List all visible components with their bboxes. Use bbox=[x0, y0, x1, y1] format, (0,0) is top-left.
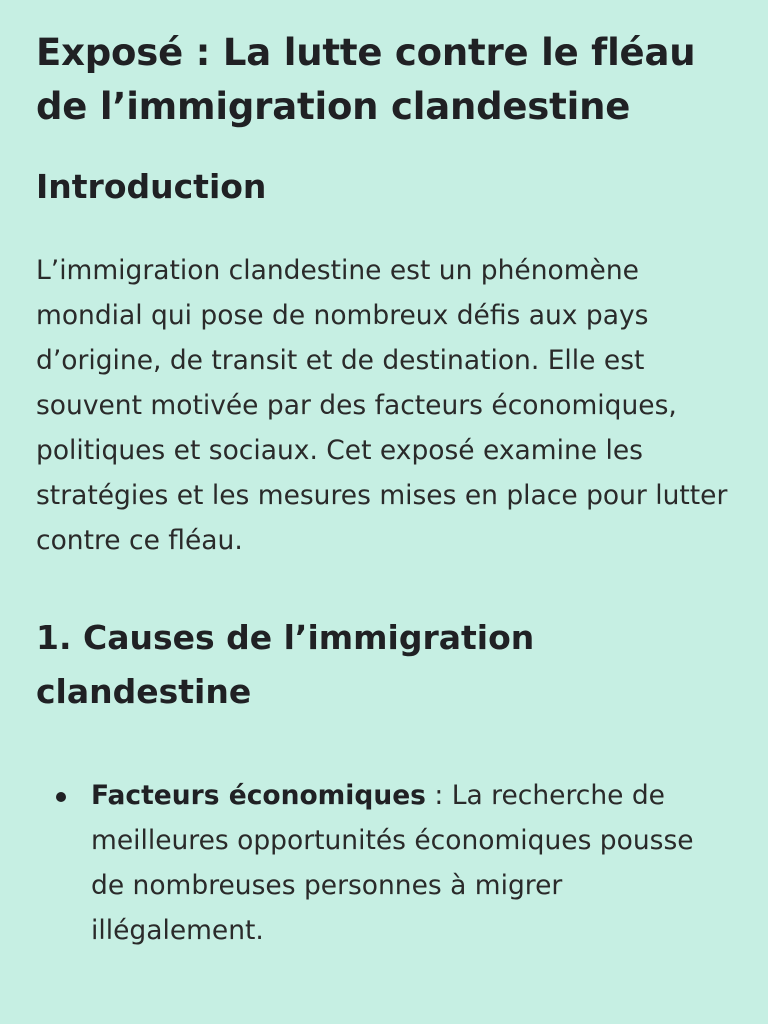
section-1-list bbox=[36, 719, 732, 953]
intro-heading: Introduction bbox=[36, 167, 267, 206]
section-1-heading: 1. Causes de l’immigration clandestine bbox=[36, 618, 535, 711]
list-item-term: Facteurs économiques bbox=[91, 780, 426, 811]
list-item-text: : La recherche de meilleures opportunités économiques pousse de nombreuses personnes à migrer illégalement. bbox=[91, 780, 694, 946]
intro-paragraph: L’immigration clandestine est un phénomène mondial qui pose de nombreux défis aux pays d’origine, de transit et de destination. Elle est souvent motivée par des facteurs économiques, politiques et sociaux. Cet exposé examine les stratégies et les mesures mises en place pour lutter contre ce fléau. bbox=[36, 255, 728, 556]
list-item bbox=[36, 773, 732, 953]
page-title: Exposé : La lutte contre le fléau de l’immigration clandestine bbox=[36, 31, 696, 128]
bullet-icon bbox=[56, 792, 66, 802]
